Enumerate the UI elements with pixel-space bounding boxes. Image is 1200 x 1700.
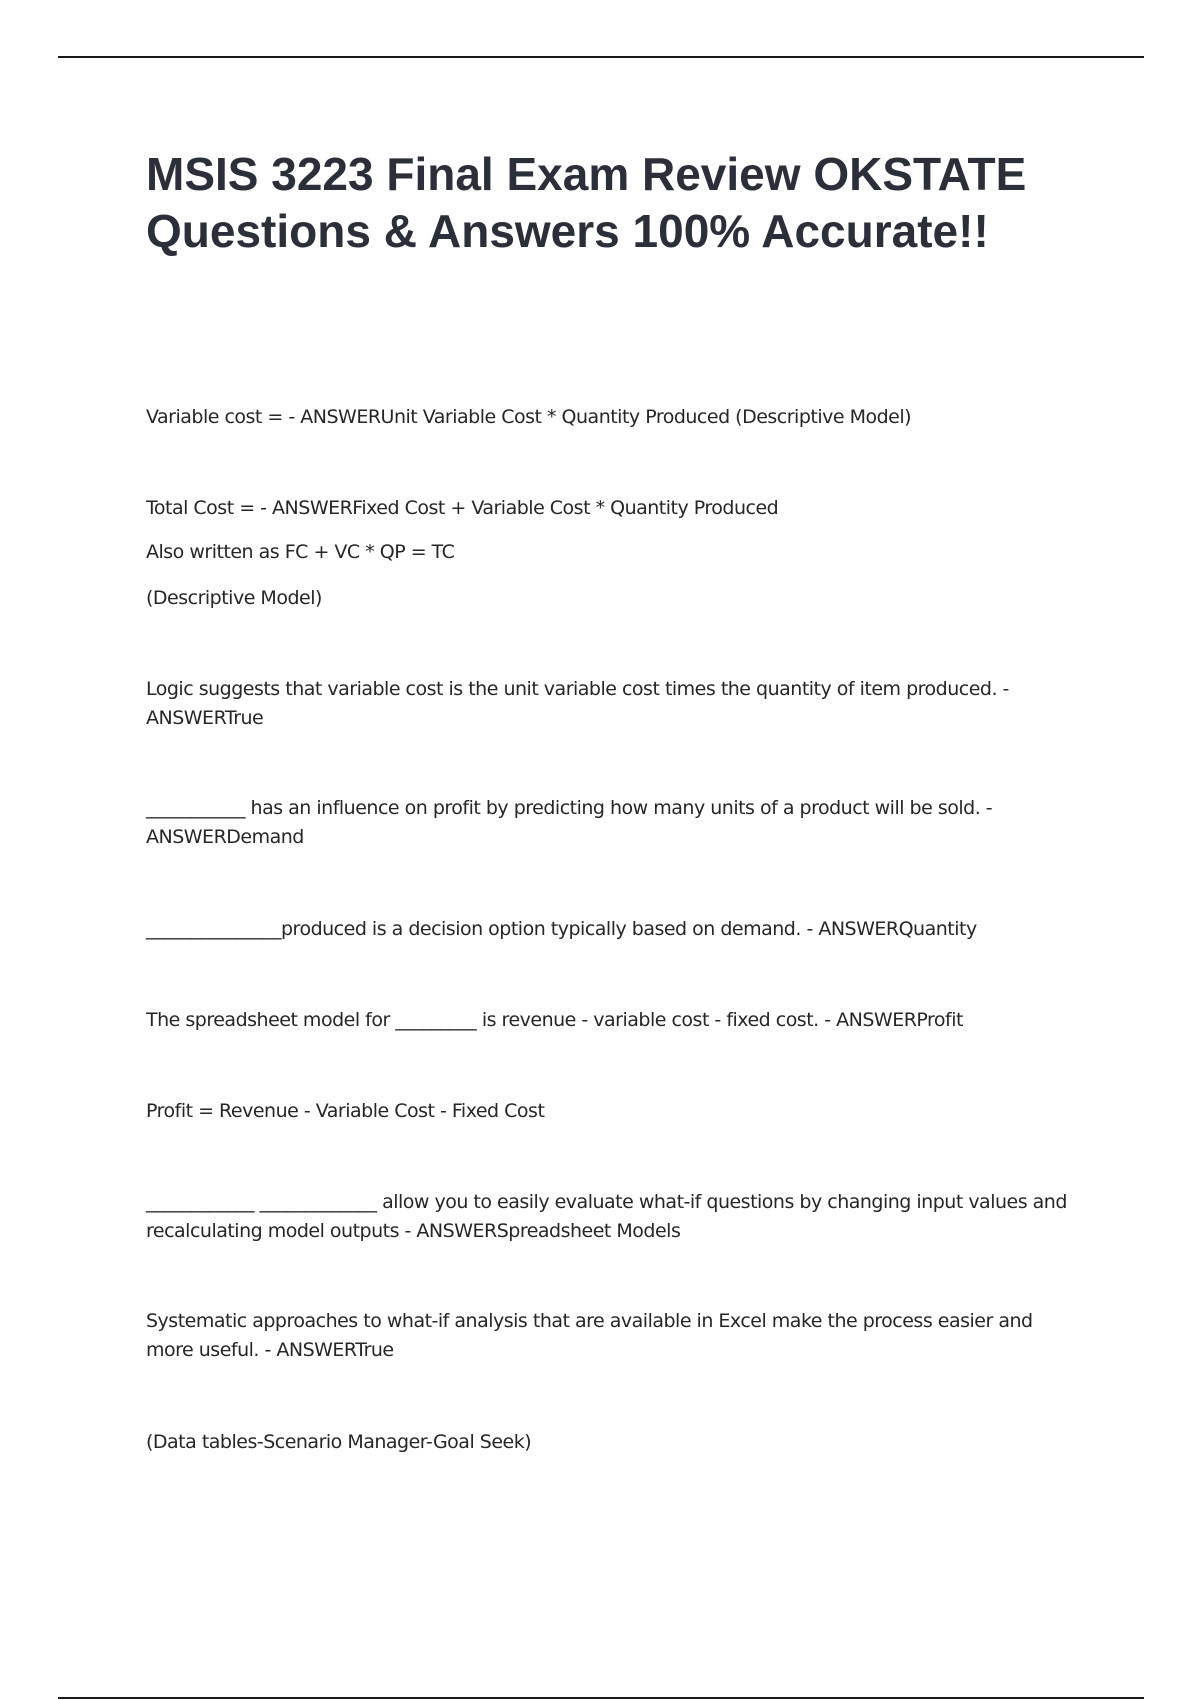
paragraph-descriptive-model: (Descriptive Model) [146,587,322,609]
paragraph-profit-formula: Profit = Revenue - Variable Cost - Fixed Cost [146,1100,545,1122]
paragraph-logic-suggests: Logic suggests that variable cost is the unit variable cost times the quantity of item produced. - ANSWERTrue [146,678,1009,729]
paragraph-spreadsheet-models: ____________ _____________ allow you to easily evaluate what-if questions by changing input values and recalculating model outputs - ANSWERSpreadsheet Models [146,1191,1067,1242]
document-title: MSIS 3223 Final Exam Review OKSTATE Questions & Answers 100% Accurate!! [146,148,1027,257]
paragraph-total-cost: Total Cost = - ANSWERFixed Cost + Variable Cost * Quantity Produced [146,497,779,519]
paragraph-demand: ___________ has an influence on profit by predicting how many units of a product will be sold. - ANSWERDemand [146,797,993,848]
bottom-rule [58,1697,1144,1699]
paragraph-variable-cost: Variable cost = - ANSWERUnit Variable Cost * Quantity Produced (Descriptive Model) [146,406,912,428]
paragraph-data-tables: (Data tables-Scenario Manager-Goal Seek) [146,1431,532,1453]
paragraph-profit-model: The spreadsheet model for _________ is revenue - variable cost - fixed cost. - ANSWERProfit [146,1009,963,1031]
paragraph-also-written: Also written as FC + VC * QP = TC [146,541,455,563]
paragraph-quantity: _______________produced is a decision option typically based on demand. - ANSWERQuantity [146,918,977,940]
top-rule [58,56,1144,58]
paragraph-systematic-approaches: Systematic approaches to what-if analysis that are available in Excel make the process easier and more useful. - ANSWERTrue [146,1310,1033,1361]
